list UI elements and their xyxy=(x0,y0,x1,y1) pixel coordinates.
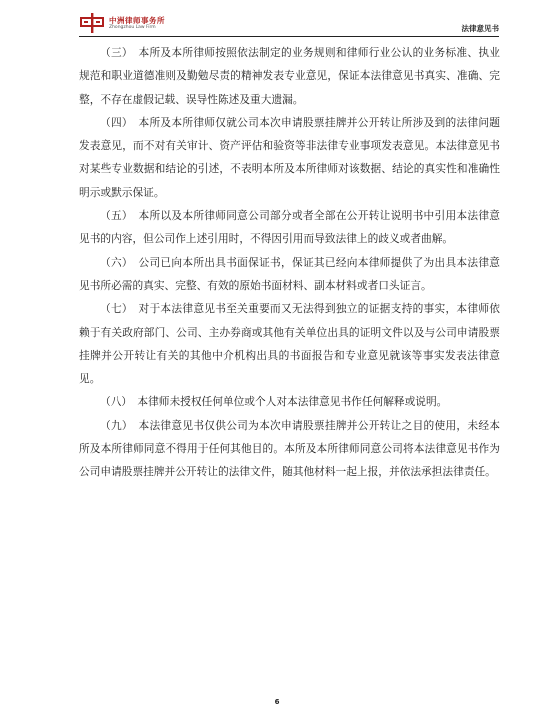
paragraph-3: （三） 本所及本所律师按照依法制定的业务规则和律师行业公认的业务标准、执业规范和职业道德准则及勤勉尽责的精神发表专业意见，保证本法律意见书真实、准确、完整，不存在虚假记载、误导性陈述及重大遗漏。 xyxy=(79,46,500,106)
paragraph-4: （四） 本所及本所律师仅就公司本次申请股票挂牌并公开转让所涉及到的法律问题发表意见，而不对有关审计、资产评估和验资等非法律专业事项发表意见。本法律意见书对某些专业数据和结论的引述，不表明本所及本所律师对该数据、结论的真实性和准确性明示或默示保证。 xyxy=(79,115,500,199)
firm-logo xyxy=(79,13,219,35)
page-number: 6 xyxy=(274,698,280,706)
firm-logo-mark-icon xyxy=(79,13,105,33)
firm-name-en: Zhongzhou Law Firm xyxy=(109,25,156,30)
paragraph-9: （九） 本法律意见书仅供公司为本次申请股票挂牌并公开转让之目的使用，未经本所及本所律师同意不得用于任何其他目的。本所及本所律师同意公司将本法律意见书作为公司申请股票挂牌并公开转让的法律文件，随其他材料一起上报，并依法承担法律责任。 xyxy=(79,418,500,479)
header-divider xyxy=(79,36,499,37)
paragraph-5: （五） 本所以及本所律师同意公司部分或者全部在公开转让说明书中引用本法律意见书的内容，但公司作上述引用时，不得因引用而导致法律上的歧义或者曲解。 xyxy=(79,209,500,246)
firm-name-cn: 中洲律师事务所 xyxy=(109,16,165,25)
document-type-label: 法律意见书 xyxy=(461,24,499,33)
paragraph-7: （七） 对于本法律意见书至关重要而又无法得到独立的证据支持的事实，本律师依赖于有关政府部门、公司、主办券商或其他有关单位出具的证明文件以及与公司申请股票挂牌并公开转让有关的其他中介机构出具的书面报告和专业意见就该等事实发表法律意见。 xyxy=(79,302,500,386)
paragraph-6: （六） 公司已向本所出具书面保证书，保证其已经向本律师提供了为出具本法律意见书所必需的真实、完整、有效的原始书面材料、副本材料或者口头证言。 xyxy=(79,255,500,292)
page-header xyxy=(79,13,499,35)
document-body xyxy=(79,41,500,484)
paragraph-8: （八） 本律师未授权任何单位或个人对本法律意见书作任何解释或说明。 xyxy=(100,395,448,409)
